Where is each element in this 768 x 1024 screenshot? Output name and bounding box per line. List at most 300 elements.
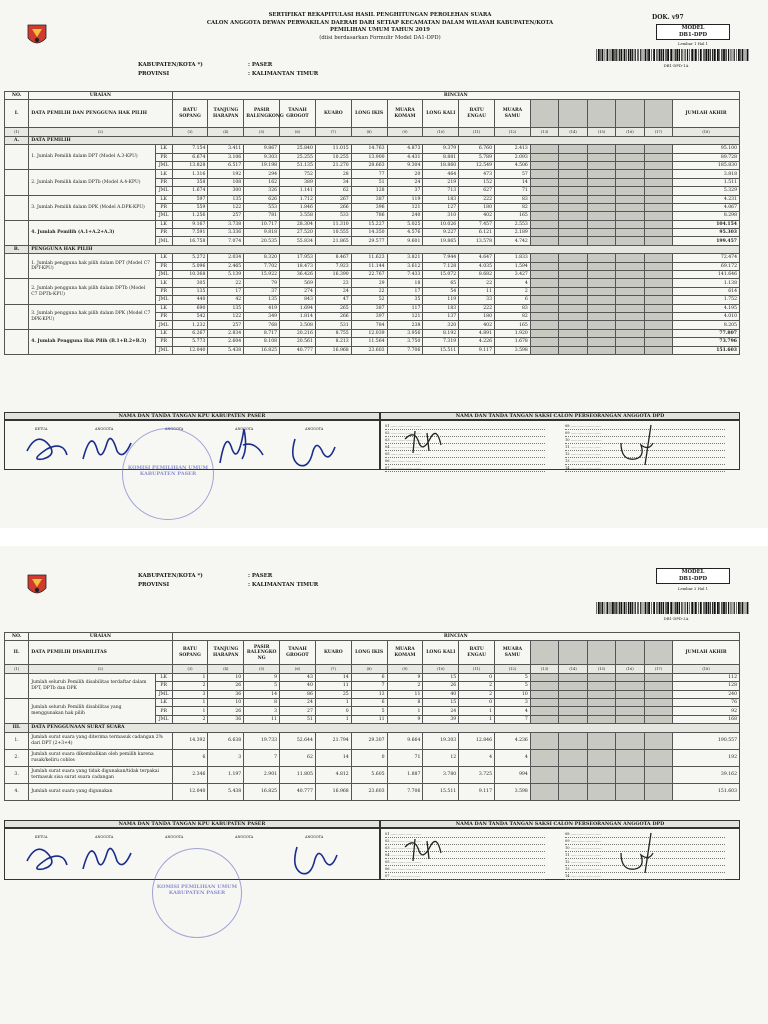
value-cell: 62 bbox=[280, 749, 316, 766]
blank-cell bbox=[587, 178, 615, 186]
value-cell: 9.664 bbox=[387, 732, 423, 749]
value-cell: 569 bbox=[280, 279, 316, 287]
value-cell: 24 bbox=[387, 178, 423, 186]
value-cell: 14 bbox=[315, 673, 351, 681]
sheet-number: Lembar 2 Hal 1 bbox=[677, 586, 709, 591]
total-cell: 92 bbox=[673, 707, 740, 715]
blank-cell bbox=[530, 254, 558, 262]
value-cell: 27 bbox=[280, 707, 316, 715]
value-cell: 11 bbox=[459, 287, 495, 295]
value-cell: 21.794 bbox=[315, 732, 351, 749]
gender-tag: PR bbox=[155, 153, 172, 161]
value-cell: 135 bbox=[172, 287, 208, 295]
blank-cell bbox=[587, 338, 615, 346]
column-index: (12) bbox=[495, 665, 531, 673]
row-label: 3. Jumlah pengguna hak pilih dalam DPK (Model C7 DPK-KPU) bbox=[29, 304, 155, 329]
value-cell: 16.825 bbox=[244, 783, 280, 800]
value-cell: 266 bbox=[315, 312, 351, 320]
blank-cell bbox=[559, 346, 587, 354]
blank-cell bbox=[559, 203, 587, 211]
blank-cell bbox=[530, 187, 558, 195]
value-cell: 86 bbox=[280, 690, 316, 698]
blank-cell bbox=[559, 690, 587, 698]
column-index: (5) bbox=[244, 665, 280, 673]
column-index: (10) bbox=[423, 665, 459, 673]
blank-cell bbox=[559, 732, 587, 749]
blank-cell bbox=[616, 715, 644, 723]
gender-tag: LK bbox=[155, 145, 172, 153]
blank-cell bbox=[616, 707, 644, 715]
form-note: (diisi berdasarkan Formulir Model DA1-DPD) bbox=[319, 34, 441, 41]
value-cell: 768 bbox=[244, 321, 280, 329]
blank-cell bbox=[530, 271, 558, 279]
blank-cell bbox=[559, 254, 587, 262]
anggota-label: ANGGOTA bbox=[305, 427, 324, 431]
blank-cell bbox=[644, 682, 672, 690]
stamp-outer-text: KOMISI PEMILIHAN UMUM bbox=[127, 465, 209, 471]
blank-cell bbox=[559, 338, 587, 346]
value-cell: 20.561 bbox=[280, 338, 316, 346]
value-cell: 5.139 bbox=[208, 271, 244, 279]
blank-cell bbox=[587, 707, 615, 715]
value-cell: 27.520 bbox=[280, 229, 316, 237]
row-label: 1. Jumlah Pemilih dalam DPT (Model A.3-KPU) bbox=[29, 145, 155, 170]
value-cell: 1 bbox=[315, 715, 351, 723]
blank-cell bbox=[616, 766, 644, 783]
value-cell: 6.121 bbox=[459, 229, 495, 237]
blank-cell bbox=[644, 766, 672, 783]
value-cell: 1 bbox=[172, 707, 208, 715]
total-cell: 151.603 bbox=[673, 783, 740, 800]
value-cell: 23 bbox=[315, 279, 351, 287]
value-cell: 152 bbox=[459, 178, 495, 186]
table-row bbox=[5, 279, 740, 287]
value-cell: 162 bbox=[244, 178, 280, 186]
section-title: DATA PEMILIH DAN PENGGUNA HAK PILIH bbox=[29, 100, 172, 128]
row-label: 3. Jumlah Pemilih dalam DPK (Model A.DPK-KPU) bbox=[29, 195, 155, 220]
value-cell: 6 bbox=[351, 673, 387, 681]
column-index: (10) bbox=[423, 128, 459, 136]
ballot-rows bbox=[5, 732, 740, 800]
value-cell: 3.427 bbox=[495, 271, 531, 279]
blank-cell bbox=[644, 170, 672, 178]
blank-cell bbox=[587, 749, 615, 766]
value-cell: 11.144 bbox=[351, 262, 387, 270]
value-cell: 2 bbox=[172, 682, 208, 690]
total-header: JUMLAH AKHIR bbox=[673, 100, 740, 128]
value-cell: 9.818 bbox=[244, 229, 280, 237]
value-cell: 12.846 bbox=[459, 732, 495, 749]
value-cell: 11.310 bbox=[315, 220, 351, 228]
value-cell: 7 bbox=[495, 715, 531, 723]
value-cell: 2 bbox=[387, 682, 423, 690]
blank-cell bbox=[616, 178, 644, 186]
value-cell: 6 bbox=[495, 296, 531, 304]
district-header: LONG KALI bbox=[423, 100, 459, 128]
witness-signature-title: NAMA DAN TANDA TANGAN SAKSI CALON PERSEORANGAN ANGGOTA DPD bbox=[380, 820, 740, 828]
value-cell: 4 bbox=[495, 749, 531, 766]
district-header: PASIR BALENGKO NG bbox=[244, 641, 280, 665]
blank-cell bbox=[559, 195, 587, 203]
value-cell: 9 bbox=[387, 715, 423, 723]
value-cell: 57 bbox=[495, 170, 531, 178]
blank-cell bbox=[530, 296, 558, 304]
gender-tag: PR bbox=[155, 229, 172, 237]
district-header: PASIR BALENGKONG bbox=[244, 100, 280, 128]
blank-cell bbox=[587, 203, 615, 211]
model-box bbox=[656, 568, 730, 584]
blank-cell bbox=[587, 296, 615, 304]
value-cell: 12.040 bbox=[172, 783, 208, 800]
value-cell: 10.717 bbox=[244, 220, 280, 228]
section-3-number: III. bbox=[5, 724, 29, 732]
value-cell: 121 bbox=[387, 312, 423, 320]
value-cell: 349 bbox=[244, 312, 280, 320]
blank-cell bbox=[644, 287, 672, 295]
value-cell: 83 bbox=[495, 304, 531, 312]
value-cell: 127 bbox=[423, 203, 459, 211]
blank-cell bbox=[530, 346, 558, 354]
value-cell: 2.901 bbox=[244, 766, 280, 783]
column-index: (17) bbox=[644, 128, 672, 136]
model-label: MODEL bbox=[681, 25, 705, 31]
value-cell: 10 bbox=[208, 673, 244, 681]
blank-cell bbox=[616, 673, 644, 681]
blank-cell bbox=[616, 783, 644, 800]
blank-cell bbox=[559, 698, 587, 706]
signature-area-1 bbox=[4, 412, 740, 522]
value-cell: 12.039 bbox=[351, 329, 387, 337]
value-cell: 994 bbox=[495, 766, 531, 783]
blank-cell bbox=[587, 304, 615, 312]
blank-cell bbox=[559, 178, 587, 186]
blank-cell bbox=[616, 749, 644, 766]
value-cell: 10.555 bbox=[315, 229, 351, 237]
blank-cell bbox=[587, 715, 615, 723]
value-cell: 65 bbox=[423, 279, 459, 287]
row-label: Jumlah seluruh Pemilih disabilitas yang menggunakan hak pilih bbox=[29, 698, 155, 723]
gender-tag: PR bbox=[155, 203, 172, 211]
value-cell: 1.846 bbox=[280, 203, 316, 211]
value-cell: 9.303 bbox=[244, 153, 280, 161]
witness-lines-left: 01 ........................... 02 ........................... 03 ........................... 04 ........................... 05 ........................... 06 ........................... 07 ........................... bbox=[385, 423, 545, 472]
value-cell: 77 bbox=[351, 170, 387, 178]
value-cell: 3.558 bbox=[280, 212, 316, 220]
value-cell: 121 bbox=[387, 203, 423, 211]
blank-cell bbox=[530, 178, 558, 186]
value-cell: 3 bbox=[208, 749, 244, 766]
value-cell: 83 bbox=[495, 195, 531, 203]
value-cell: 3.411 bbox=[208, 145, 244, 153]
value-cell: 35 bbox=[387, 296, 423, 304]
blank-cell bbox=[530, 673, 558, 681]
value-cell: 25.255 bbox=[280, 153, 316, 161]
blank-cell bbox=[644, 195, 672, 203]
value-cell: 82 bbox=[495, 203, 531, 211]
total-cell: 4.195 bbox=[673, 304, 740, 312]
blank-cell bbox=[616, 338, 644, 346]
section-b-title: PENGGUNA HAK PILIH bbox=[29, 245, 740, 253]
value-cell: 0 bbox=[459, 673, 495, 681]
blank-cell bbox=[530, 153, 558, 161]
value-cell: 5.438 bbox=[208, 783, 244, 800]
blank-cell bbox=[587, 237, 615, 245]
value-cell: 135 bbox=[208, 195, 244, 203]
value-cell: 122 bbox=[208, 203, 244, 211]
total-cell: 190.557 bbox=[673, 732, 740, 749]
value-cell: 12 bbox=[423, 749, 459, 766]
blank-cell bbox=[559, 212, 587, 220]
value-cell: 5.605 bbox=[351, 766, 387, 783]
certificate-page-2 bbox=[0, 546, 768, 1024]
prov-label: PROVINSI bbox=[138, 71, 170, 77]
value-cell: 1 bbox=[172, 673, 208, 681]
district-header: LONG KALI bbox=[423, 641, 459, 665]
sheet-number: Lembar 1 Hal 1 bbox=[677, 41, 709, 46]
value-cell: 11.015 bbox=[315, 145, 351, 153]
blank-cell bbox=[530, 321, 558, 329]
value-cell: 1 bbox=[315, 698, 351, 706]
blank-cell bbox=[530, 145, 558, 153]
value-cell: 5.025 bbox=[387, 220, 423, 228]
value-cell: 29 bbox=[351, 279, 387, 287]
value-cell: 305 bbox=[172, 279, 208, 287]
blank-cell bbox=[559, 766, 587, 783]
column-index: (3) bbox=[172, 665, 208, 673]
column-index: (1) bbox=[5, 665, 29, 673]
value-cell: 6.638 bbox=[208, 732, 244, 749]
witness-lines-right: 08 ........................... 09 ........................... 10 ........................... 11 ........................... 12 ........................... 13 ........................... 14 ........................... bbox=[565, 423, 725, 472]
value-cell: 326 bbox=[244, 187, 280, 195]
value-cell: 8.467 bbox=[315, 254, 351, 262]
blank-cell bbox=[616, 220, 644, 228]
value-cell: 26 bbox=[208, 682, 244, 690]
value-cell: 4.873 bbox=[387, 145, 423, 153]
value-cell: 265 bbox=[315, 304, 351, 312]
value-cell: 9.601 bbox=[387, 237, 423, 245]
witness-signature-box bbox=[380, 828, 740, 880]
value-cell: 28.663 bbox=[351, 161, 387, 169]
district-header: TANAH GROGOT bbox=[280, 641, 316, 665]
column-index: (18) bbox=[673, 128, 740, 136]
blank-cell bbox=[559, 321, 587, 329]
value-cell: 52 bbox=[351, 296, 387, 304]
blank-cell bbox=[587, 682, 615, 690]
column-index: (3) bbox=[172, 128, 208, 136]
page-gap bbox=[0, 528, 768, 546]
blank-cell bbox=[587, 346, 615, 354]
value-cell: 40.777 bbox=[280, 346, 316, 354]
value-cell: 10 bbox=[495, 690, 531, 698]
value-cell: 3 bbox=[172, 690, 208, 698]
value-cell: 192 bbox=[208, 170, 244, 178]
blank-cell bbox=[530, 304, 558, 312]
anggota-label: ANGGOTA bbox=[235, 835, 254, 839]
value-cell: 1.887 bbox=[387, 766, 423, 783]
value-cell: 37 bbox=[387, 187, 423, 195]
row-spacer bbox=[5, 195, 29, 220]
gender-tag: LK bbox=[155, 304, 172, 312]
total-cell: 77.807 bbox=[673, 329, 740, 337]
value-cell: 626 bbox=[244, 195, 280, 203]
gender-tag: JML bbox=[155, 296, 172, 304]
value-cell: 10.255 bbox=[315, 153, 351, 161]
value-cell: 2.346 bbox=[172, 766, 208, 783]
value-cell: 8 bbox=[244, 698, 280, 706]
blank-cell bbox=[616, 195, 644, 203]
blank-cell bbox=[587, 279, 615, 287]
value-cell: 2.604 bbox=[208, 338, 244, 346]
value-cell: 71 bbox=[495, 187, 531, 195]
blank-cell bbox=[530, 237, 558, 245]
district-header: MUARA SAMU bbox=[495, 100, 531, 128]
blank-cell bbox=[559, 287, 587, 295]
value-cell: 8.717 bbox=[244, 329, 280, 337]
value-cell: 0 bbox=[459, 698, 495, 706]
blank-cell bbox=[644, 220, 672, 228]
district-header: LONG IKIS bbox=[351, 641, 387, 665]
value-cell: 5 bbox=[495, 682, 531, 690]
district-header: BATU ENGAU bbox=[459, 100, 495, 128]
total-cell: 192 bbox=[673, 749, 740, 766]
blank-cell bbox=[644, 690, 672, 698]
value-cell: 473 bbox=[459, 170, 495, 178]
value-cell: 781 bbox=[244, 212, 280, 220]
value-cell: 16.968 bbox=[315, 346, 351, 354]
blank-cell bbox=[559, 749, 587, 766]
value-cell: 358 bbox=[172, 178, 208, 186]
blank-cell bbox=[587, 145, 615, 153]
anggota-label: ANGGOTA bbox=[95, 835, 114, 839]
value-cell: 387 bbox=[351, 195, 387, 203]
value-cell: 3.106 bbox=[208, 153, 244, 161]
value-cell: 559 bbox=[172, 203, 208, 211]
blank-cell bbox=[616, 212, 644, 220]
column-index: (8) bbox=[351, 128, 387, 136]
value-cell: 22 bbox=[208, 279, 244, 287]
election-name: PEMILIHAN UMUM TAHUN 2019 bbox=[330, 27, 430, 33]
total-cell: 151.603 bbox=[673, 346, 740, 354]
blank-cell bbox=[587, 312, 615, 320]
value-cell: 9 bbox=[244, 673, 280, 681]
value-cell: 21.270 bbox=[315, 161, 351, 169]
value-cell: 6.267 bbox=[172, 329, 208, 337]
row-number: 2. bbox=[5, 749, 29, 766]
witness-signatures-image bbox=[381, 829, 741, 881]
value-cell: 28.304 bbox=[280, 220, 316, 228]
value-cell: 40 bbox=[280, 682, 316, 690]
blank-cell bbox=[559, 237, 587, 245]
col-no: NO. bbox=[5, 633, 29, 641]
blank-cell bbox=[530, 195, 558, 203]
blank-cell bbox=[644, 749, 672, 766]
blank-cell bbox=[559, 170, 587, 178]
table-row bbox=[5, 254, 740, 262]
value-cell: 24 bbox=[423, 707, 459, 715]
blank-cell bbox=[559, 783, 587, 800]
blank-cell bbox=[616, 732, 644, 749]
value-cell: 1.833 bbox=[495, 254, 531, 262]
value-cell: 15.922 bbox=[244, 271, 280, 279]
value-cell: 1.674 bbox=[172, 187, 208, 195]
value-cell: 222 bbox=[459, 195, 495, 203]
row-label: Jumlah surat suara yang digunakan bbox=[29, 783, 172, 800]
table-row bbox=[5, 145, 740, 153]
witness-signature-box bbox=[380, 420, 740, 470]
blank-cell bbox=[559, 329, 587, 337]
total-cell: 168 bbox=[673, 715, 740, 723]
value-cell: 36.426 bbox=[280, 271, 316, 279]
value-cell: 37 bbox=[244, 287, 280, 295]
district-header: LONG IKIS bbox=[351, 100, 387, 128]
row-spacer bbox=[5, 698, 29, 723]
value-cell: 13 bbox=[351, 690, 387, 698]
total-cell: 89.728 bbox=[673, 153, 740, 161]
blank-cell bbox=[559, 229, 587, 237]
value-cell: 7.457 bbox=[459, 220, 495, 228]
value-cell: 13.828 bbox=[172, 161, 208, 169]
value-cell: 402 bbox=[459, 212, 495, 220]
value-cell: 16.390 bbox=[315, 271, 351, 279]
value-cell: 9.304 bbox=[387, 161, 423, 169]
value-cell: 464 bbox=[423, 170, 459, 178]
blank-cell bbox=[644, 212, 672, 220]
column-index: (5) bbox=[244, 128, 280, 136]
value-cell: 135 bbox=[244, 296, 280, 304]
anggota-label: ANGGOTA bbox=[235, 427, 254, 431]
value-cell: 533 bbox=[315, 212, 351, 220]
blank-cell bbox=[644, 312, 672, 320]
value-cell: 8.192 bbox=[423, 329, 459, 337]
value-cell: 51.135 bbox=[280, 161, 316, 169]
value-cell: 752 bbox=[280, 170, 316, 178]
value-cell: 71 bbox=[387, 749, 423, 766]
value-cell: 55.834 bbox=[280, 237, 316, 245]
value-cell: 9.117 bbox=[459, 783, 495, 800]
value-cell: 627 bbox=[459, 187, 495, 195]
value-cell: 0 bbox=[351, 749, 387, 766]
value-cell: 7.319 bbox=[423, 338, 459, 346]
value-cell: 16.825 bbox=[244, 346, 280, 354]
blank-cell bbox=[616, 187, 644, 195]
value-cell: 19.733 bbox=[244, 732, 280, 749]
value-cell: 5.096 bbox=[172, 262, 208, 270]
value-cell: 1.141 bbox=[280, 187, 316, 195]
column-index: (8) bbox=[351, 665, 387, 673]
blank-cell bbox=[644, 698, 672, 706]
column-index: (16) bbox=[616, 128, 644, 136]
total-cell: 4.231 bbox=[673, 195, 740, 203]
value-cell: 11 bbox=[387, 690, 423, 698]
value-cell: 122 bbox=[208, 312, 244, 320]
gender-tag: LK bbox=[155, 254, 172, 262]
value-cell: 2 bbox=[459, 682, 495, 690]
value-cell: 180 bbox=[459, 203, 495, 211]
value-cell: 7 bbox=[351, 682, 387, 690]
value-cell: 5.272 bbox=[172, 254, 208, 262]
blank-cell bbox=[559, 682, 587, 690]
blank-cell bbox=[644, 707, 672, 715]
total-cell: 8.298 bbox=[673, 212, 740, 220]
value-cell: 440 bbox=[172, 296, 208, 304]
blank-cell bbox=[587, 229, 615, 237]
row-number: 3. bbox=[5, 766, 29, 783]
blank-cell bbox=[559, 707, 587, 715]
section-a-letter: A. bbox=[5, 136, 29, 144]
section-a-title: DATA PEMILIH bbox=[29, 136, 740, 144]
gender-tag: LK bbox=[155, 170, 172, 178]
blank-cell bbox=[559, 296, 587, 304]
